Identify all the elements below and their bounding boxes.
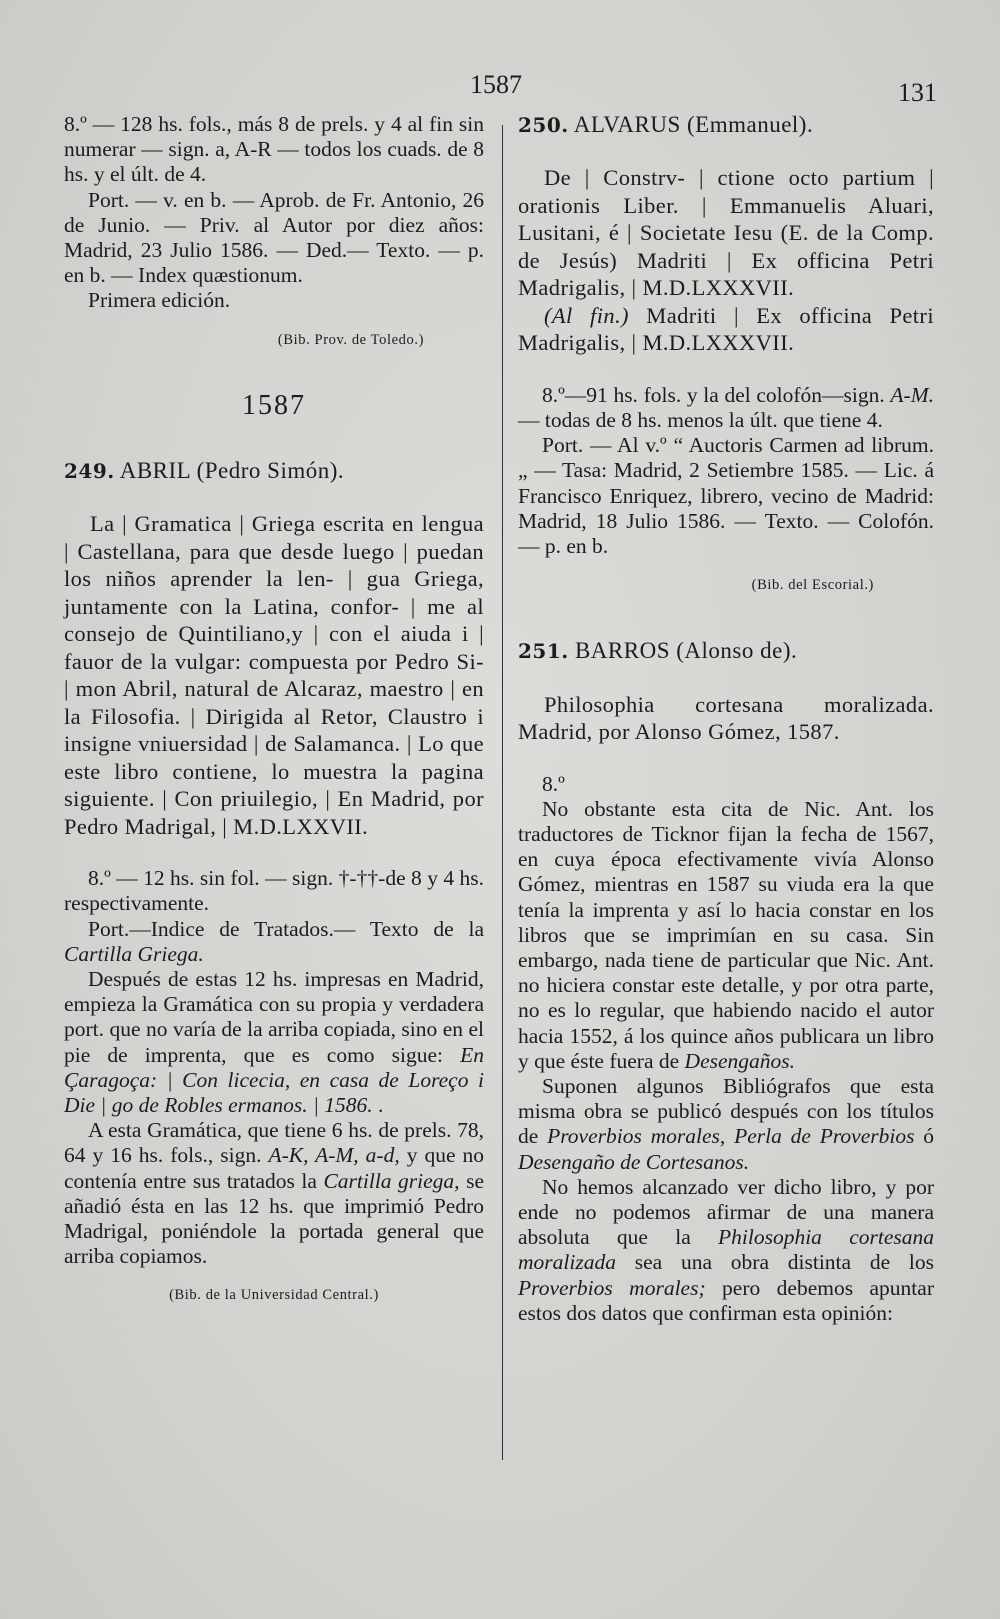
running-header-year: 1587 (470, 70, 522, 99)
page-number: 131 (898, 78, 937, 107)
source-note: (Bib. de la Universidad Central.) (169, 1287, 379, 1304)
entry-desc: Port. — Al v.º “ Auctoris Carmen ad librum. „ — Tasa: Madrid, 2 Setiembre 1585. — Lic. á Francisco Enriquez, librero, vecino de Madrid: Madrid, 18 Julio 1586. — Texto. — Colofón. — p. en b. (518, 433, 934, 558)
left-column (64, 112, 484, 1309)
entry-title: De | Constrv- | ctione octo partium | orationis Liber. | Emmanuelis Aluari, Lusitani, é | Societate Iesu (E. de la Comp. de Jesús) Madriti | Ex officina Petri Madrigalis, | M.D.LXXXVII. (518, 165, 934, 301)
entry-desc: A esta Gramática, que tiene 6 hs. de prels. 78, 64 y 16 hs. fols., sign. A-K, A-M, a-d, y que no contenía entre sus tratados la Cartilla griega, se añadió ésta en las 12 hs. que imprimió Pedro Madrigal, poniéndole la portada general que arriba copiamos. (64, 1118, 484, 1269)
entry-title: La | Gramatica | Griega escrita en lengua | Castellana, para que desde luego | puedan los niños aprender la len- | gua Griega, juntamente con la Latina, confor- | me al consejo de Quintiliano,y | con el aiuda i | fauor de la vulgar: compuesta por Pedro Si- | mon Abril, natural de Alcaraz, maestro | en la Filosofia. | Dirigida al Retor, Claustro i insigne vniuersidad | de Salamanca. | Lo que este libro contiene, lo muestra la pagina siguiente. | Con priuilegio, | En Madrid, por Pedro Madrigal, | M.D.LXXVII. (64, 511, 484, 839)
entry-desc: Después de estas 12 hs. impresas en Madrid, empieza la Gramática con su propia y verdadera port. que no varía de la arriba copiada, sino en el pie de imprenta, que es como sigue: En Çaragoça: | Con licecia, en casa de Loreço i Die | go de Robles ermanos. | 1586. . (64, 967, 484, 1118)
entry-heading (64, 458, 484, 484)
entry-desc: Suponen algunos Bibliógrafos que esta misma obra se publicó después con los títulos de Proverbios morales, Perla de Proverbios ó Desengaño de Cortesanos. (518, 1073, 935, 1174)
entry-desc: 8.º (542, 771, 565, 796)
entry-desc: 8.º—91 hs. fols. y la del colofón—sign. A-M. — todas de 8 hs. menos la últ. que tiene 4. (518, 382, 934, 432)
year-heading: 1587 (242, 389, 306, 421)
continuation-desc-1: 8.º — 128 hs. fols., más 8 de prels. y 4 al fin sin numerar — sign. a, A-R — todos los cuads. de 8 hs. y el últ. de 4. (64, 112, 484, 187)
entry-colophon: (Al fin.) Madriti | Ex officina Petri Madrigalis, | M.D.LXXXVII. (518, 302, 934, 356)
entry-number: 251. (518, 639, 569, 664)
entry-heading (518, 638, 934, 664)
entry-author: ALVARUS (Emmanuel). (573, 112, 814, 137)
entry-heading (518, 112, 934, 138)
entry-desc: No hemos alcanzado ver dicho libro, y por ende no podemos afirmar de una manera absoluta que la Philosophia cortesana moralizada sea una obra distinta de los Proverbios morales; pero debemos apuntar estos dos datos que confirman esta opinión: (518, 1174, 934, 1325)
entry-title: Philosophia cortesana moralizada. Madrid, por Alonso Gómez, 1587. (518, 691, 934, 745)
entry-number: 250. (518, 113, 569, 137)
entry-number: 249. (64, 459, 115, 484)
entry-desc: Port.—Indice de Tratados.— Texto de la Cartilla Griega. (64, 916, 484, 966)
continuation-desc-3: Primera edición. (88, 288, 231, 313)
right-column (518, 112, 934, 1326)
source-note: (Bib. del Escorial.) (751, 577, 874, 594)
source-note: (Bib. Prov. de Toledo.) (277, 331, 424, 348)
entry-author: BARROS (Alonso de). (574, 638, 798, 664)
entry-desc: 8.º — 12 hs. sin fol. — sign. †-††-de 8 y 4 hs. respectivamente. (64, 866, 484, 916)
continuation-desc-2: Port. — v. en b. — Aprob. de Fr. Antonio, 26 de Junio. — Priv. al Autor por diez años: Madrid, 23 Julio 1586. — Ded.— Texto. — p. en b. — Index quæstionum. (64, 187, 484, 288)
entry-author: ABRIL (Pedro Simón). (119, 458, 345, 484)
column-divider (502, 125, 503, 1460)
entry-desc: No obstante esta cita de Nic. Ant. los traductores de Ticknor fijan la fecha de 1567, en cuya época efectivamente vivía Alonso Gómez, mientras en 1587 su viuda era la que tenía la imprenta y así lo hacia constar en los libros que se imprimían en su casa. Sin embargo, nada tiene de particular que Nic. Ant. no hiciera constar este detalle, y por otra parte, no es lo regular, que habiendo nacido el autor hacia 1552, á los quince años publicara un libro y que éste fuera de Desengaños. (518, 796, 934, 1073)
